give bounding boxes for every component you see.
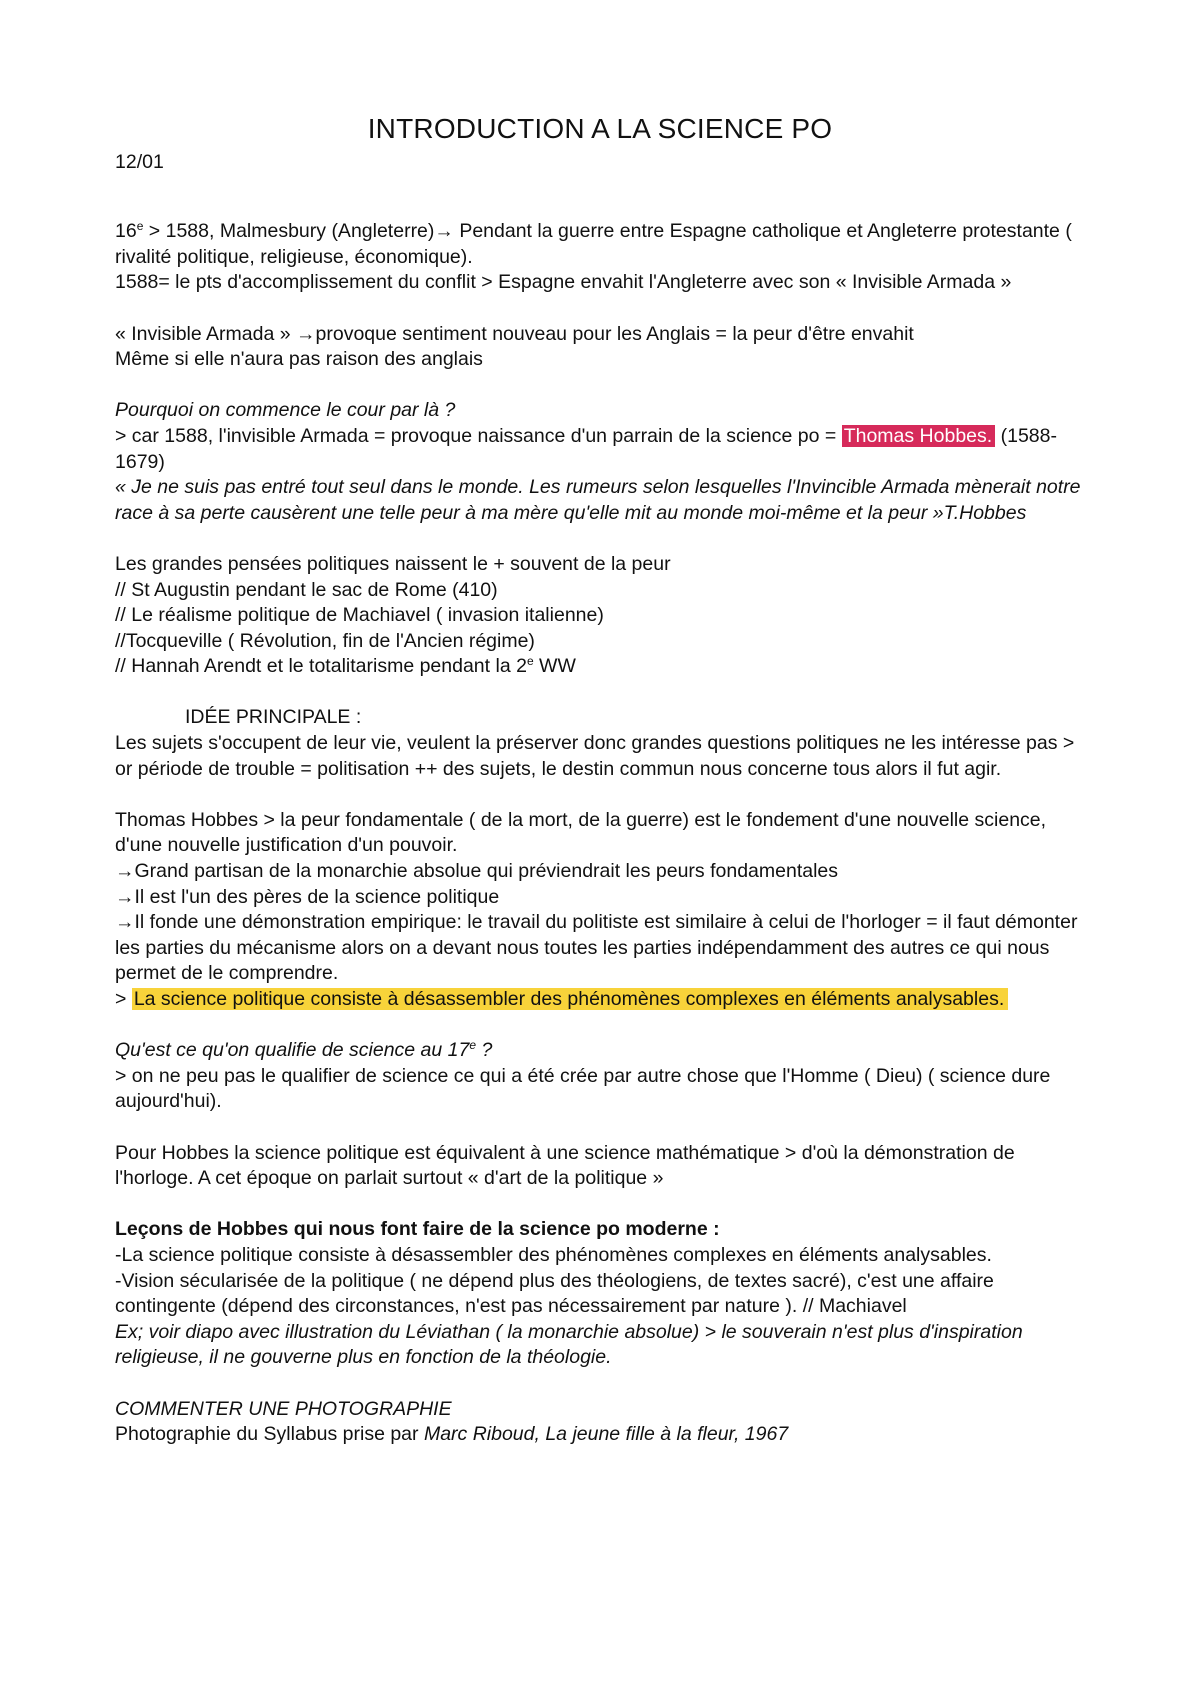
hobbes-line-3: →Il est l'un des pères de la science politique bbox=[115, 885, 500, 908]
science17-answer: > on ne peu pas le qualifier de science ce qui a été crée par autre chose que l'Homme ( Dieu) ( science dure aujourd'hui). bbox=[115, 1064, 1051, 1113]
lecons-line-1: -La science politique consiste à désassembler des phénomènes complexes en éléments analysables. bbox=[115, 1243, 992, 1266]
pourquoi-answer: > car 1588, l'invisible Armada = provoque naissance d'un parrain de la science po = Thomas Hobbes. (1588-1679) bbox=[115, 424, 1057, 473]
pensees-line-2: // St Augustin pendant le sac de Rome (410) bbox=[115, 578, 498, 601]
document-title: INTRODUCTION A LA SCIENCE PO bbox=[367, 113, 833, 144]
photo-heading: COMMENTER UNE PHOTOGRAPHIE bbox=[115, 1397, 452, 1420]
pensees-line-4: //Tocqueville ( Révolution, fin de l'Ancien régime) bbox=[115, 629, 535, 652]
science17-question: Qu'est ce qu'on qualifie de science au 17e ? bbox=[115, 1038, 493, 1062]
hobbes-line-1: Thomas Hobbes > la peur fondamentale ( de la mort, de la guerre) est le fondement d'une nouvelle science, d'une nouvelle justification d'un pouvoir. bbox=[115, 808, 1047, 857]
pensees-line-5: // Hannah Arendt et le totalitarisme pendant la 2e WW bbox=[115, 654, 576, 678]
photo-line: Photographie du Syllabus prise par Marc Riboud, La jeune fille à la fleur, 1967 bbox=[115, 1423, 789, 1446]
pensees-line-1: Les grandes pensées politiques naissent le + souvent de la peur bbox=[115, 552, 671, 575]
pourquoi-question: Pourquoi on commence le cour par là ? bbox=[115, 399, 456, 422]
armada-line-1: « Invisible Armada » →provoque sentiment nouveau pour les Anglais = la peur d'être envahit bbox=[115, 322, 914, 345]
pensees-line-3: // Le réalisme politique de Machiavel ( invasion italienne) bbox=[115, 604, 604, 627]
hobbes-quote: « Je ne suis pas entré tout seul dans le monde. Les rumeurs selon lesquelles l'Invincible Armada mènerait notre race à sa perte causèrent une telle peur à ma mère qu'elle mit au monde moi-même et la peur »T.Hobbes bbox=[115, 476, 1081, 524]
maths-paragraph: Pour Hobbes la science politique est équivalent à une science mathématique > d'où la démonstration de l'horloge. A cet époque on parlait surtout « d'art de la politique » bbox=[115, 1141, 1015, 1190]
hobbes-line-2: →Grand partisan de la monarchie absolue qui préviendrait les peurs fondamentales bbox=[115, 860, 839, 883]
intro-paragraph: $16^e > 1588$, Malmesbury (Angleterre)→ Pendant la guerre entre Espagne catholique et Angleterre protestante ( rivalité politique, religieuse, économique). bbox=[115, 219, 1072, 268]
science-definition-highlight: La science politique consiste à désassembler des phénomènes complexes en éléments analysables. bbox=[132, 988, 1008, 1010]
thomas-hobbes-highlight: Thomas Hobbes. bbox=[842, 425, 996, 447]
armada-line-2: Même si elle n'aura pas raison des anglais bbox=[115, 348, 483, 371]
date-line: 12/01 bbox=[115, 151, 164, 173]
idee-text: Les sujets s'occupent de leur vie, veulent la préserver donc grandes questions politiques ne les intéresse pas > or période de trouble = politisation ++ des sujets, le destin commun nous concerne tous alors il fut agir. bbox=[115, 732, 1075, 780]
intro-line-2: 1588= le pts d'accomplissement du conflit > Espagne envahit l'Angleterre avec son « Invisible Armada » bbox=[115, 271, 1012, 294]
hobbes-line-4: →Il fonde une démonstration empirique: le travail du politiste est similaire à celui de l'horloger = il faut démonter les parties du mécanisme alors on a devant nous toutes les parties indépendamment des autres ce qui nous permet de le comprendre. bbox=[115, 911, 1078, 985]
idee-heading: IDÉE PRINCIPALE : bbox=[185, 706, 362, 729]
hobbes-line-5: > La science politique consiste à désassembler des phénomènes complexes en éléments analysables. bbox=[115, 987, 1092, 1013]
lecons-heading: Leçons de Hobbes qui nous font faire de la science po moderne : bbox=[115, 1218, 720, 1241]
document-body bbox=[115, 150, 1092, 1448]
lecons-line-2: -Vision sécularisée de la politique ( ne dépend plus des théologiens, de textes sacré), c'est une affaire contingente (dépend des circonstances, n'est pas nécessairement par nature ). // Machiavel bbox=[115, 1269, 994, 1318]
lecons-line-3: Ex; voir diapo avec illustration du Léviathan ( la monarchie absolue) > le souverain n'est plus d'inspiration religieuse, il ne gouverne plus en fonction de la théologie. bbox=[115, 1320, 1023, 1369]
